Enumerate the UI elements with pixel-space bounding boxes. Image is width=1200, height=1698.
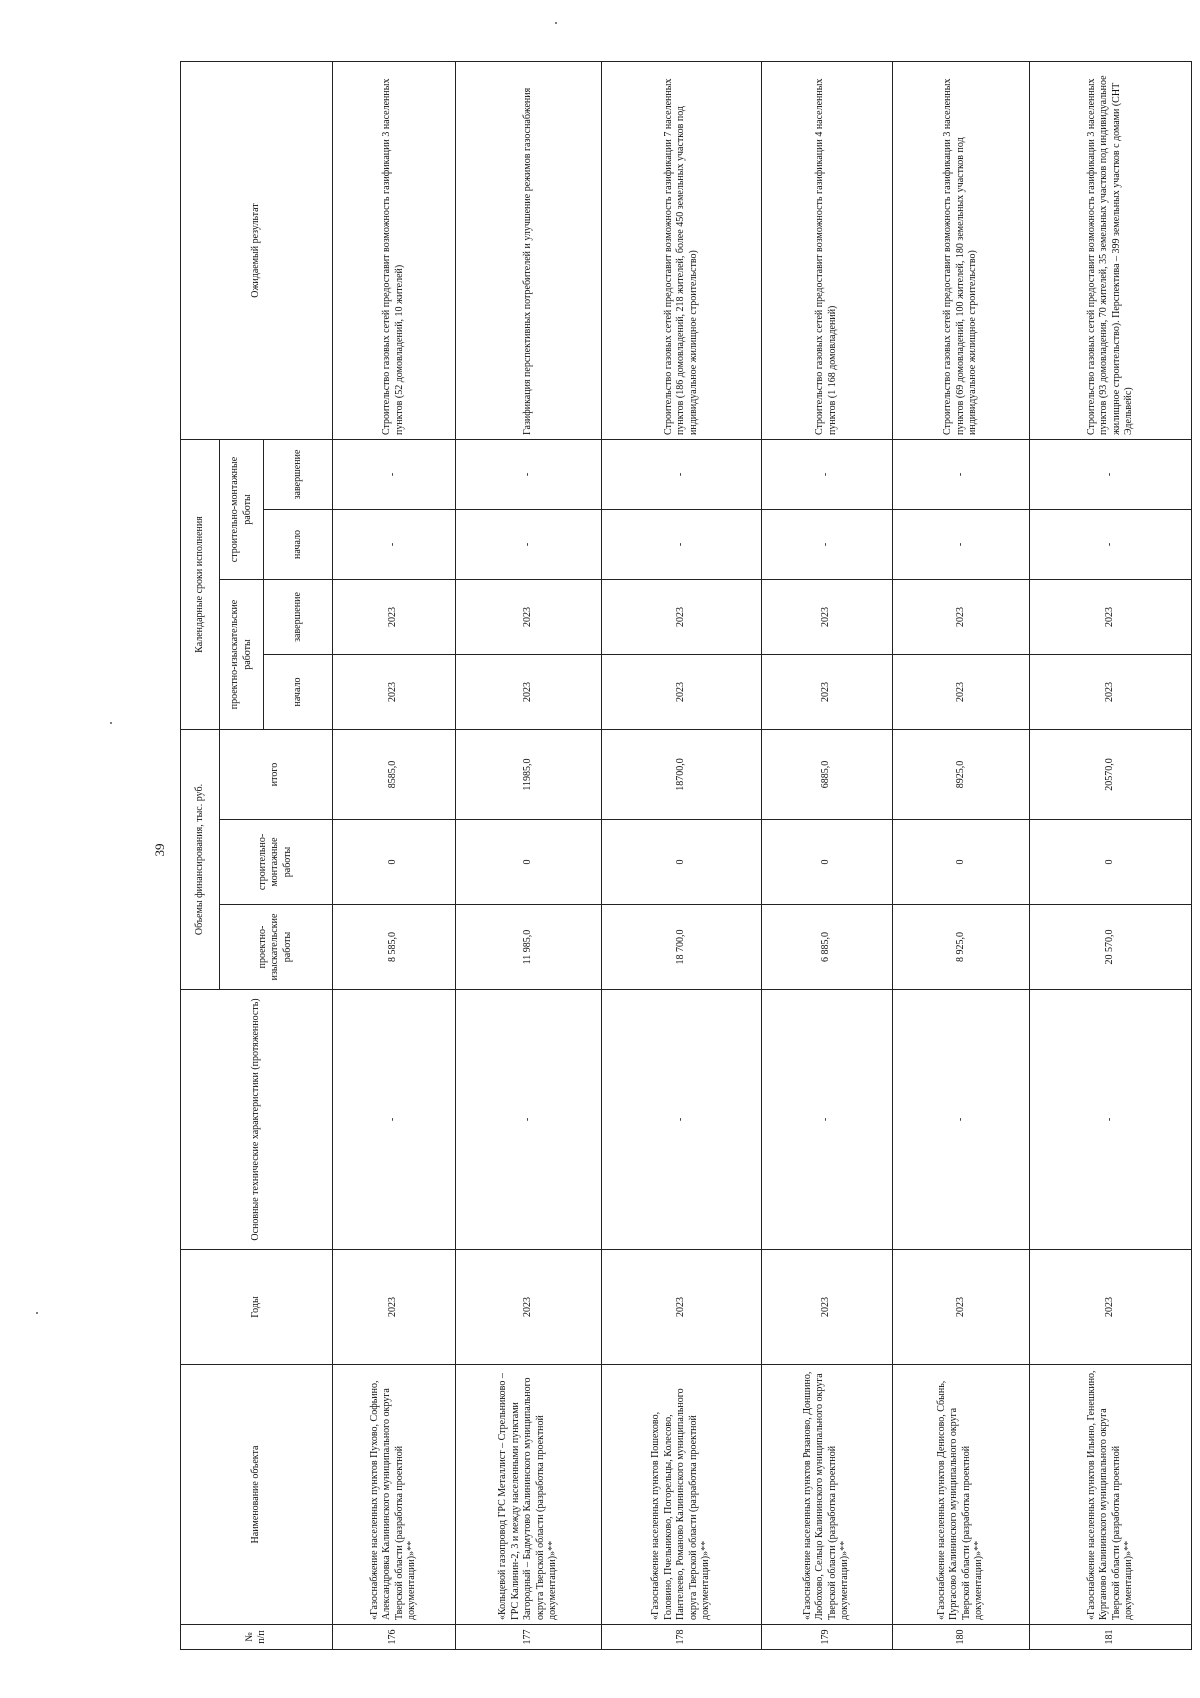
header-design-start: начало (264, 655, 332, 730)
cell-num: 180 (892, 1625, 1029, 1650)
table-row (455, 62, 601, 1650)
cell-construction-end: - (1030, 440, 1192, 510)
cell-tech: - (1030, 990, 1192, 1250)
cell-year: 2023 (761, 1250, 892, 1365)
cell-result: Строительство газовых сетей предоставит возможность газификации 3 населенных пунктов (93 домовладения, 70 жителей, 35 земельных участков под индивидуальное жилищное строительство). Перспектива – 399 земельных участков с домами (СНТ Эдельвейс) (1030, 62, 1192, 440)
cell-result: Строительство газовых сетей предоставит возможность газификации 3 населенных пунктов (69 домовладений, 100 жителей, 180 земельных участков под индивидуальное жилищное строительство) (892, 62, 1029, 440)
cell-design-start: 2023 (892, 655, 1029, 730)
cell-name: «Газоснабжение населенных пунктов Пошехово, Головино, Пчельниково, Погорельцы, Колесово, Пантелеево, Романово Калининского муниципального округа Тверской области (разработка проектной документации)»** (602, 1365, 761, 1625)
header-result: Ожидаемый результат (181, 62, 333, 440)
cell-funding-construction: 0 (892, 820, 1029, 905)
cell-num: 178 (602, 1625, 761, 1650)
header-years: Годы (181, 1250, 333, 1365)
cell-result: Строительство газовых сетей предоставит возможность газификации 7 населенных пунктов (186 домовладений, 218 жителей, более 450 земельных участков под индивидуальное жилищное строительство) (602, 62, 761, 440)
cell-construction-end: - (761, 440, 892, 510)
cell-funding-total: 11985,0 (455, 730, 601, 820)
cell-num: 177 (455, 1625, 601, 1650)
scan-speck (36, 1312, 38, 1314)
cell-name: «Газоснабжение населенных пунктов Рязаново, Доншино, Любохово, Сельцо Калининского муниципального округа Тверской области (разработка проектной документации)»** (761, 1365, 892, 1625)
header-name: Наименование объекта (181, 1365, 333, 1625)
header-design-end: завершение (264, 580, 332, 655)
header-schedule-construction: строительно-монтажные работы (219, 440, 264, 580)
header-row-1 (181, 62, 220, 1650)
cell-construction-end: - (602, 440, 761, 510)
cell-tech: - (455, 990, 601, 1250)
cell-funding-construction: 0 (332, 820, 455, 905)
cell-design-start: 2023 (602, 655, 761, 730)
cell-funding-total: 20570,0 (1030, 730, 1192, 820)
cell-funding-construction: 0 (602, 820, 761, 905)
cell-construction-end: - (455, 440, 601, 510)
cell-construction-start: - (1030, 510, 1192, 580)
cell-construction-start: - (892, 510, 1029, 580)
cell-design-start: 2023 (761, 655, 892, 730)
header-funding-group: Объемы финансирования, тыс. руб. (181, 730, 220, 990)
cell-result: Газификация перспективных потребителей и улучшение режимов газоснабжения (455, 62, 601, 440)
cell-year: 2023 (1030, 1250, 1192, 1365)
page-number: 39 (152, 843, 167, 857)
header-construction-start: начало (264, 510, 332, 580)
cell-construction-start: - (332, 510, 455, 580)
table-row (892, 62, 1029, 1650)
cell-funding-design: 18 700,0 (602, 905, 761, 990)
cell-name: «Газоснабжение населенных пунктов Денисово, Сбынь, Пургасово Калининского муниципального округа Тверской области (разработка проектной документации)»** (892, 1365, 1029, 1625)
cell-num: 181 (1030, 1625, 1192, 1650)
cell-funding-design: 8 925,0 (892, 905, 1029, 990)
scan-speck (555, 22, 557, 24)
cell-design-end: 2023 (332, 580, 455, 655)
header-num: № п/п (181, 1625, 333, 1650)
cell-funding-design: 8 585,0 (332, 905, 455, 990)
cell-design-end: 2023 (1030, 580, 1192, 655)
cell-num: 179 (761, 1625, 892, 1650)
cell-construction-start: - (455, 510, 601, 580)
header-tech: Основные технические характеристики (протяженность) (181, 990, 333, 1250)
cell-result: Строительство газовых сетей предоставит возможность газификации 4 населенных пунктов (1 168 домовладений) (761, 62, 892, 440)
cell-year: 2023 (892, 1250, 1029, 1365)
cell-construction-end: - (892, 440, 1029, 510)
table-row (602, 62, 761, 1650)
cell-funding-total: 8585,0 (332, 730, 455, 820)
cell-tech: - (332, 990, 455, 1250)
gas-supply-table (180, 61, 1192, 1650)
cell-funding-construction: 0 (1030, 820, 1192, 905)
cell-funding-total: 18700,0 (602, 730, 761, 820)
scan-speck (110, 722, 112, 724)
cell-design-end: 2023 (761, 580, 892, 655)
header-funding-construction: строительно-монтажные работы (219, 820, 332, 905)
cell-design-end: 2023 (892, 580, 1029, 655)
cell-name: «Газоснабжение населенных пунктов Ильино, Генешкино, Курганово Калининского муниципального округа Тверской области (разработка проектной документации)»** (1030, 1365, 1192, 1625)
cell-num: 176 (332, 1625, 455, 1650)
cell-funding-design: 20 570,0 (1030, 905, 1192, 990)
cell-year: 2023 (332, 1250, 455, 1365)
cell-name: «Кольцевой газопровод ГРС Металлист – Стрельниково – ГРС Калинин-2, 3 и между населенными пунктами Загородный – Бадмутово Калининского муниципального округа Тверской области (разработка проектной документации)»** (455, 1365, 601, 1625)
cell-name: «Газоснабжение населенных пунктов Пухово, Софьино, Александровка Калининского муниципального округа Тверской области (разработка проектной документации)»** (332, 1365, 455, 1625)
cell-funding-construction: 0 (761, 820, 892, 905)
cell-funding-total: 8925,0 (892, 730, 1029, 820)
table-row (332, 62, 455, 1650)
cell-tech: - (602, 990, 761, 1250)
cell-construction-end: - (332, 440, 455, 510)
cell-design-end: 2023 (602, 580, 761, 655)
cell-design-start: 2023 (332, 655, 455, 730)
cell-year: 2023 (602, 1250, 761, 1365)
cell-construction-start: - (761, 510, 892, 580)
cell-tech: - (761, 990, 892, 1250)
header-funding-total: итого (219, 730, 332, 820)
header-schedule-design: проектно-изыскательские работы (219, 580, 264, 730)
cell-funding-design: 6 885,0 (761, 905, 892, 990)
cell-funding-construction: 0 (455, 820, 601, 905)
rotated-table-container (180, 62, 1192, 1650)
table-row (1030, 62, 1192, 1650)
cell-tech: - (892, 990, 1029, 1250)
cell-result: Строительство газовых сетей предоставит возможность газификации 3 населенных пунктов (52 домовладений, 10 жителей) (332, 62, 455, 440)
header-funding-design: проектно-изыскательские работы (219, 905, 332, 990)
table-row (761, 62, 892, 1650)
cell-year: 2023 (455, 1250, 601, 1365)
cell-design-end: 2023 (455, 580, 601, 655)
cell-funding-design: 11 985,0 (455, 905, 601, 990)
cell-design-start: 2023 (1030, 655, 1192, 730)
cell-construction-start: - (602, 510, 761, 580)
header-construction-end: завершение (264, 440, 332, 510)
header-schedule-group: Календарные сроки исполнения (181, 440, 220, 730)
cell-design-start: 2023 (455, 655, 601, 730)
cell-funding-total: 6885,0 (761, 730, 892, 820)
